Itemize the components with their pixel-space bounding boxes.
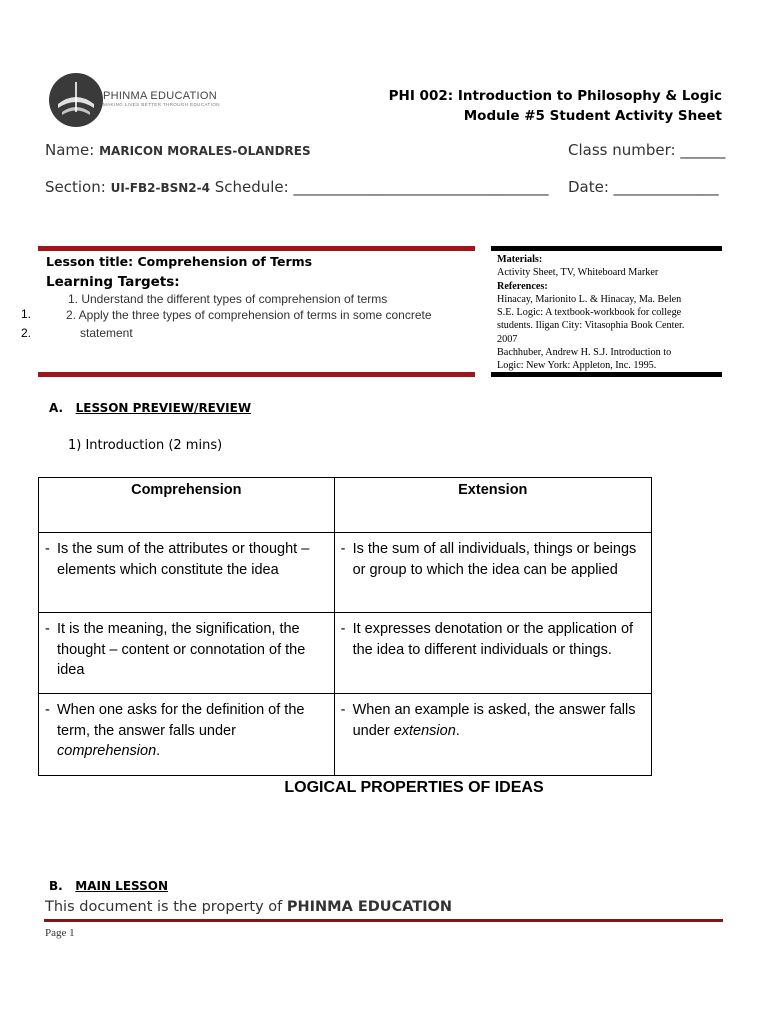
- table-cell: [334, 613, 651, 694]
- logo-tagline: MAKING LIVES BETTER THROUGH EDUCATION: [103, 102, 220, 107]
- table-cell: [334, 533, 651, 613]
- footer-property-notice: [45, 899, 452, 915]
- lesson-bottom-bar: [38, 372, 475, 377]
- cell-text: When one asks for the definition of the term, the answer falls under: [57, 702, 305, 739]
- dash: -: [45, 702, 50, 718]
- page-number: Page 1: [45, 927, 75, 939]
- cell-text: It is the meaning, the signification, the thought – content or connotation of the idea: [57, 621, 306, 678]
- section-b-heading: [49, 879, 168, 893]
- materials-bottom-bar: [491, 372, 722, 377]
- reference-1-line-3: students. Iligan City: Vitasophia Book Center.: [497, 320, 685, 332]
- materials-block: [497, 253, 719, 373]
- learning-target-2-continued: statement: [80, 326, 133, 340]
- footer-text: This document is the property of: [45, 899, 287, 915]
- section-label: Section:: [45, 178, 106, 196]
- cell-text: Is the sum of all individuals, things or beings or group to which the idea can be applied: [352, 541, 637, 578]
- table-cell: [39, 533, 335, 613]
- cell-text: Is the sum of the attributes or thought – elements which constitute the idea: [57, 541, 310, 578]
- header-extension: Extension: [334, 478, 651, 533]
- logical-properties-heading: LOGICAL PROPERTIES OF IDEAS: [284, 779, 544, 796]
- table-row: [39, 694, 652, 776]
- dash: -: [340, 541, 346, 557]
- reference-2-line-2: Logic: New York: Appleton, Inc. 1995.: [497, 360, 657, 372]
- name-field: [45, 141, 311, 159]
- section-a-letter: A.: [49, 401, 64, 415]
- course-title-block: [389, 86, 722, 126]
- introduction-item: 1) Introduction (2 mins): [68, 438, 223, 453]
- cell-text: It expresses denotation or the application of the idea to different individuals or things.: [352, 621, 634, 658]
- table-cell: [39, 694, 335, 776]
- cell-text: When an example is asked, the answer falls under: [352, 702, 636, 739]
- table-row: [39, 613, 652, 694]
- module-line: Module #5 Student Activity Sheet: [463, 108, 722, 124]
- table-cell: [39, 613, 335, 694]
- learning-target-1: 1. Understand the different types of comprehension of terms: [68, 292, 388, 306]
- course-line: PHI 002: Introduction to Philosophy & Logic: [388, 88, 722, 104]
- reference-1-line-1: Hinacay, Marionito L. & Hinacay, Ma. Belen: [497, 293, 682, 305]
- logo-name: PHINMA EDUCATION: [103, 90, 217, 102]
- dash: -: [340, 621, 346, 637]
- header-comprehension: Comprehension: [39, 478, 335, 533]
- table-cell: [334, 694, 651, 776]
- section-b-title: MAIN LESSON: [75, 879, 169, 893]
- date-field: Date: ______________: [568, 178, 719, 196]
- section-value: UI-FB2-BSN2-4: [110, 181, 210, 195]
- materials-top-bar: [491, 246, 722, 251]
- outer-number-2: 2.: [21, 326, 32, 340]
- section-a-heading: [49, 401, 251, 415]
- lesson-top-bar: [38, 246, 475, 251]
- dash: -: [45, 621, 50, 637]
- lesson-title: Lesson title: Comprehension of Terms: [46, 254, 313, 269]
- references-label: References:: [497, 280, 548, 292]
- learning-target-2: 2. Apply the three types of comprehension of terms in some concrete: [66, 308, 432, 322]
- table-header-row: [39, 478, 652, 533]
- dash: -: [45, 541, 50, 557]
- learning-targets-heading: Learning Targets:: [46, 274, 180, 290]
- period: .: [455, 722, 460, 739]
- outer-number-1: 1.: [21, 307, 32, 321]
- schedule-field: Schedule: __________________________________: [214, 178, 549, 196]
- footer-owner: PHINMA EDUCATION: [286, 899, 453, 915]
- reference-2-line-1: Bachhuber, Andrew H. S.J. Introduction to: [497, 347, 672, 359]
- table-row: [39, 533, 652, 613]
- period: .: [156, 743, 161, 759]
- name-value: MARICON MORALES-OLANDRES: [99, 144, 311, 158]
- phinma-logo-icon: [48, 72, 104, 128]
- section-a-title: LESSON PREVIEW/REVIEW: [75, 401, 252, 415]
- comprehension-extension-table: [38, 477, 652, 776]
- materials-label: Materials:: [497, 254, 543, 265]
- emphasis-comprehension: comprehension: [57, 743, 157, 759]
- reference-1-line-2: S.E. Logic: A textbook-workbook for college: [497, 307, 682, 319]
- reference-1-line-4: 2007: [497, 333, 518, 345]
- name-label: Name:: [45, 141, 95, 159]
- class-number-field: Class number: ______: [568, 141, 726, 159]
- section-b-letter: B.: [49, 879, 63, 893]
- dash: -: [340, 702, 346, 718]
- section-field: [45, 178, 548, 196]
- emphasis-extension: extension: [393, 722, 456, 739]
- footer-rule: [44, 919, 723, 922]
- materials-value: Activity Sheet, TV, Whiteboard Marker: [497, 267, 659, 279]
